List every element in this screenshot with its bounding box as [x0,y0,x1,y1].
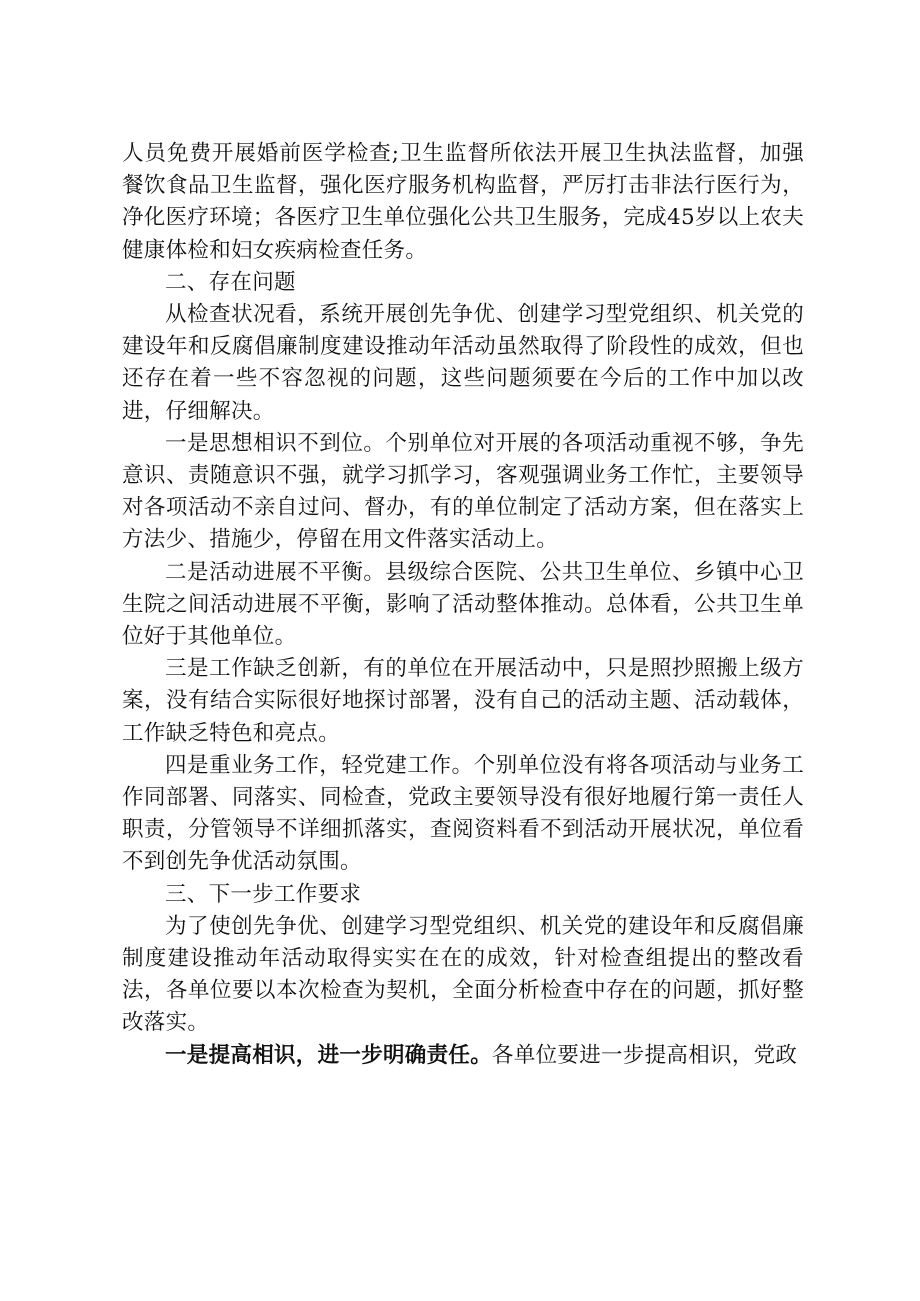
paragraph-requirement-1 [122,1040,804,1072]
section-heading-next-steps: 三、下一步工作要求 [165,881,362,907]
paragraph-next-steps-intro: 为了使创先争优、创建学习型党组织、机关党的建设年和反腐倡廉制度建设推动年活动取得实实在在的成效，针对检查组提出的整改看法，各单位要以本次检查为契机，全面分析检查中存在的问题，抓好整改落实。 [122,913,804,1036]
section-heading-problems: 二、存在问题 [165,269,296,295]
paragraph-problem-4: 四是重业务工作，轻党建工作。个别单位没有将各项活动与业务工作同部署、同落实、同检查，党政主要领导没有很好地履行第一责任人职责，分管领导不详细抓落实，查阅资料看不到活动开展状况，单位看不到创先争优活动氛围。 [122,752,804,875]
paragraph-overview: 从检查状况看，系统开展创先争优、创建学习型党组织、机关党的建设年和反腐倡廉制度建设推动年活动虽然取得了阶段性的成效，但也还存在着一些不容忽视的问题，这些问题须要在今后的工作中加以改进，仔细解决。 [122,302,804,424]
paragraph-problem-3: 三是工作缺乏创新，有的单位在开展活动中，只是照抄照搬上级方案，没有结合实际很好地探讨部署，没有自己的活动主题、活动载体，工作缺乏特色和亮点。 [122,656,804,746]
paragraph-problem-2: 二是活动进展不平衡。县级综合医院、公共卫生单位、乡镇中心卫生院之间活动进展不平衡，影响了活动整体推动。总体看，公共卫生单位好于其他单位。 [122,559,804,650]
paragraph-problem-1: 一是思想相识不到位。个别单位对开展的各项活动重视不够，争先意识、责随意识不强，就学习抓学习，客观强调业务工作忙，主要领导对各项活动不亲自过问、督办，有的单位制定了活动方案，但在落实上方法少、措施少，停留在用文件落实活动上。 [122,430,804,553]
document-page [122,138,804,1072]
requirement-1-lead: 一是提高相识，进一步明确责任。 [165,1042,493,1068]
requirement-1-text: 各单位要进一步提高相识，党政 [492,1042,798,1068]
paragraph-continuation: 人员免费开展婚前医学检查;卫生监督所依法开展卫生执法监督，加强餐饮食品卫生监督，强化医疗服务机构监督，严厉打击非法行医行为，净化医疗环境；各医疗卫生单位强化公共卫生服务，完成45岁以上农夫健康体检和妇女疾病检查任务。 [122,141,804,263]
